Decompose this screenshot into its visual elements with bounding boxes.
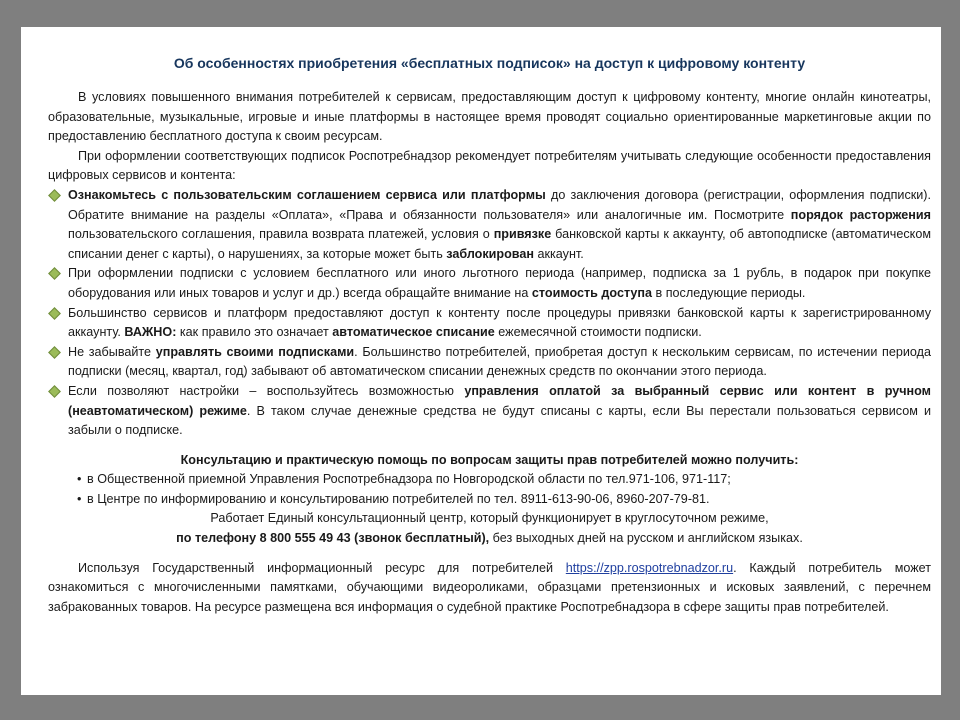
document-body [48, 88, 931, 617]
rec5-bold-1: управления оплатой за выбранный сервис или контент в ручном (неавтоматическом) режиме [68, 383, 931, 418]
contact-text-1: в Общественной приемной Управления Роспотребнадзора по Новгородской области по тел.971-106, 971-117; [87, 472, 731, 487]
rec4-bold-1: управлять своими подписками [155, 344, 355, 359]
rec5-text-2: . В таком случае денежные средства не будут списаны с карты, если Вы перестали пользоваться сервисом и забыли о подписке. [68, 403, 931, 438]
rec4-text-1: Не забывайте [68, 344, 156, 359]
final-paragraph [48, 559, 931, 618]
intro-paragraph-2: При оформлении соответствующих подписок Роспотребнадзор рекомендует потребителям учитывать следующие особенности предоставления цифровых сервисов и контента: [48, 148, 931, 183]
recommendation-item [48, 343, 931, 382]
recommendation-item [48, 264, 931, 303]
contact-line-1 [48, 470, 931, 490]
recommendation-item [48, 382, 931, 441]
rec5-text-1: Если позволяют настройки – воспользуйтесь возможностью [68, 383, 465, 398]
rec2-bold-1: стоимость доступа [531, 285, 653, 300]
hotline-line-2 [48, 529, 931, 549]
recommendation-item [48, 304, 931, 343]
rec3-text-3: ежемесячной стоимости подписки. [494, 325, 702, 340]
rec1-text-3: банковской карты к аккаунту, об автоподписке (автоматическом списании денег с карты), о нарушениях, за которые может быть [68, 227, 931, 261]
diamond-bullet-icon [48, 307, 61, 320]
final-text-1: Используя Государственный информационный ресурс для потребителей [78, 560, 566, 575]
rec1-text-2: пользовательского соглашения, правила возврата платежей, условия о [68, 227, 494, 242]
rec3-text-1: Большинство сервисов и платформ предоставляют доступ к контенту после процедуры привязки банковской карты к зарегистрированному аккаунту. [68, 305, 931, 340]
rec1-bold-1: Ознакомьтесь с пользовательским соглашением сервиса или платформы [68, 187, 546, 202]
bullet-icon: • [77, 491, 82, 506]
diamond-bullet-icon [48, 189, 61, 202]
page-title: Об особенностях приобретения «бесплатных подписок» на доступ к цифровому контенту [173, 55, 806, 71]
rec2-text-1: При оформлении подписки с условием бесплатного или иного льготного периода (например, подписка за 1 рубль, в подарок при покупке оборудования или иных товаров и услуг и др.) всегда обращайте внимание на [68, 266, 931, 300]
final-text-2: . Каждый потребитель может ознакомиться с многочисленными памятками, обучающими видеороликами, образцами претензионных и исковых заявлений, с перечнем забракованных товаров. На ресурсе размещена вся информация о судебной практике Роспотребнадзора в сфере защиты прав потребителей. [48, 560, 932, 614]
contact-line-2 [48, 490, 931, 510]
rec3-bold-2: автоматическое списание [332, 325, 495, 340]
rec3-text-2: как правило это означает [176, 325, 333, 340]
diamond-bullet-icon [48, 385, 61, 398]
rec3-bold-1: ВАЖНО: [124, 325, 177, 340]
rec1-bold-4: заблокирован [446, 246, 534, 261]
rec2-text-2: в последующие периоды. [652, 285, 806, 300]
diamond-bullet-icon [48, 346, 61, 359]
contact-text-2: в Центре по информированию и консультированию потребителей по тел. 8911-613-90-06, 8960-207-79-81. [87, 491, 710, 506]
document-page [21, 27, 941, 695]
diamond-bullet-icon [48, 267, 61, 280]
rec4-text-2: . Большинство потребителей, приобретая доступ к нескольким сервисам, по истечении периода подписки (месяц, квартал, год) забывают об автоматическом списании денежных средств по окончании этого периода. [68, 344, 931, 379]
rec1-bold-2: порядок расторжения [790, 207, 931, 222]
hotline-rest: без выходных дней на русском и английском языках. [489, 531, 803, 546]
zpp-link[interactable]: https://zpp.rospotrebnadzor.ru [565, 560, 734, 575]
hotline-phone: по телефону 8 800 555 49 43 (звонок бесплатный), [176, 531, 490, 546]
rec1-bold-3: привязке [493, 227, 552, 242]
consultation-heading: Консультацию и практическую помощь по вопросам защиты прав потребителей можно получить: [180, 452, 799, 467]
hotline-line-1: Работает Единый консультационный центр, который функционирует в круглосуточном режиме, [210, 511, 769, 526]
rec1-text-1: до заключения договора (регистрации, оформления подписки). Обратите внимание на разделы «Оплата», «Права и обязанности пользователя» или аналогичные им. Посмотрите [68, 187, 931, 222]
bullet-icon: • [77, 472, 82, 487]
recommendation-item [48, 186, 931, 264]
intro-paragraph-1: В условиях повышенного внимания потребителей к сервисам, предоставляющим доступ к цифровому контенту, многие онлайн кинотеатры, образовательные, музыкальные, игровые и иные платформы в настоящее время проводят социально ориентированные маркетинговые акции по предоставлению бесплатного доступа к своим ресурсам. [48, 90, 931, 144]
recommendations-list [48, 186, 931, 441]
rec1-text-4: аккаунт. [534, 246, 584, 261]
